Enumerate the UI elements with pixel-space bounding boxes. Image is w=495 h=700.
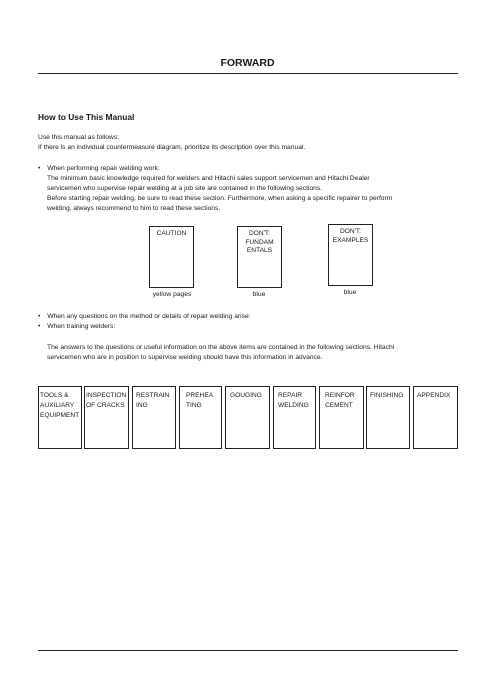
tab-line: RESTRAIN [136,392,170,399]
detail-line: servicemen who supervise repair welding at a job site are contained in the following sections. [47,184,323,192]
section-box-examples [328,224,373,286]
tab-reinforcement [319,386,364,449]
answers-paragraph [47,343,459,363]
bullet-text: When training welders: [47,323,116,330]
box-caption: yellow pages [152,291,192,298]
detail-line: The minimum basic knowledge required for welders and Hitachi sales support servicemen and Hitachi Dealer [47,175,370,182]
tab-line: FINISHING [370,392,404,399]
tab-line: PREHEA [186,392,214,399]
box-line: CAUTION [156,230,187,237]
answer-line: servicemen who are in position to supervise welding should have this information in advance. [47,353,323,361]
box-label [150,230,193,239]
bullet-text: When performing repair welding work: [47,165,160,172]
section-box-caution [149,226,194,288]
intro-line: Use this manual as follows: [38,134,120,141]
tab-label [136,391,169,411]
tab-tools-auxiliary-equipment [38,386,82,449]
tab-label [325,391,355,411]
bullet-glyph: • [38,323,41,330]
tab-line: CEMENT [325,402,353,409]
tab-label [186,391,213,411]
tab-label [417,391,450,401]
bullet-repair-welding [38,164,160,174]
bullet-training [38,322,115,332]
tab-appendix [413,386,458,449]
tab-finishing [366,386,410,449]
box-label [238,230,281,256]
bottom-divider [38,650,458,651]
tab-line: ING [136,402,148,409]
answer-line: The answers to the questions or useful information on the above items are contained in the following sections. Hitachi [47,344,395,351]
tab-label [278,391,309,411]
box-line: DON'T: [339,228,362,235]
tab-line: GOUGING [230,392,262,399]
box-line: DON'T: [248,230,271,237]
tab-preheating [179,386,222,449]
bullet-repair-welding-details [47,174,459,214]
box-caption: blue [252,291,266,298]
tab-line: REINFOR [325,392,355,399]
tab-line: APPENDIX [417,392,451,399]
tab-line: TING [186,402,202,409]
bullet-text: When any questions on the method or details of repair welding arise: [47,313,251,320]
tab-line: INSPECTION [86,392,127,399]
tab-restraining [132,386,176,449]
tab-line: REPAIR [278,392,303,399]
box-caption: blue [343,289,357,296]
box-line: EXAMPLES [332,236,369,244]
page-title: FORWARD [220,57,275,69]
box-line: ENTALS [246,247,273,255]
tab-line: EQUIPMENT [40,412,80,419]
intro-line: If there is an individual countermeasure diagram, prioritize its description over this manual. [38,143,306,151]
tab-inspection-of-cracks [84,386,129,449]
bullet-questions [38,312,251,322]
detail-line: Before starting repair welding, be sure to read these section. Furthermore, when asking a specific repairer to perform [47,194,393,202]
bullet-glyph: • [38,165,41,172]
section-box-fundamentals [237,226,282,288]
tab-label [370,391,403,401]
bullet-glyph: • [38,313,41,320]
box-label [329,228,372,245]
detail-line: welding, always recommend to him to read these sections. [47,204,221,212]
tab-line: OF CRACKS [86,402,125,409]
tab-label [86,391,126,411]
tab-label [40,391,79,421]
intro-paragraph [38,133,463,153]
tab-label [230,391,262,401]
tab-line: WELDING [278,402,309,409]
tab-line: TOOLS & [40,392,69,399]
tab-gouging [225,386,270,449]
box-line: FUNDAM [245,238,274,246]
section-heading: How to Use This Manual [38,112,135,122]
tab-repair-welding [273,386,316,449]
top-divider [38,73,458,74]
tab-line: AUXILIARY [40,402,75,409]
